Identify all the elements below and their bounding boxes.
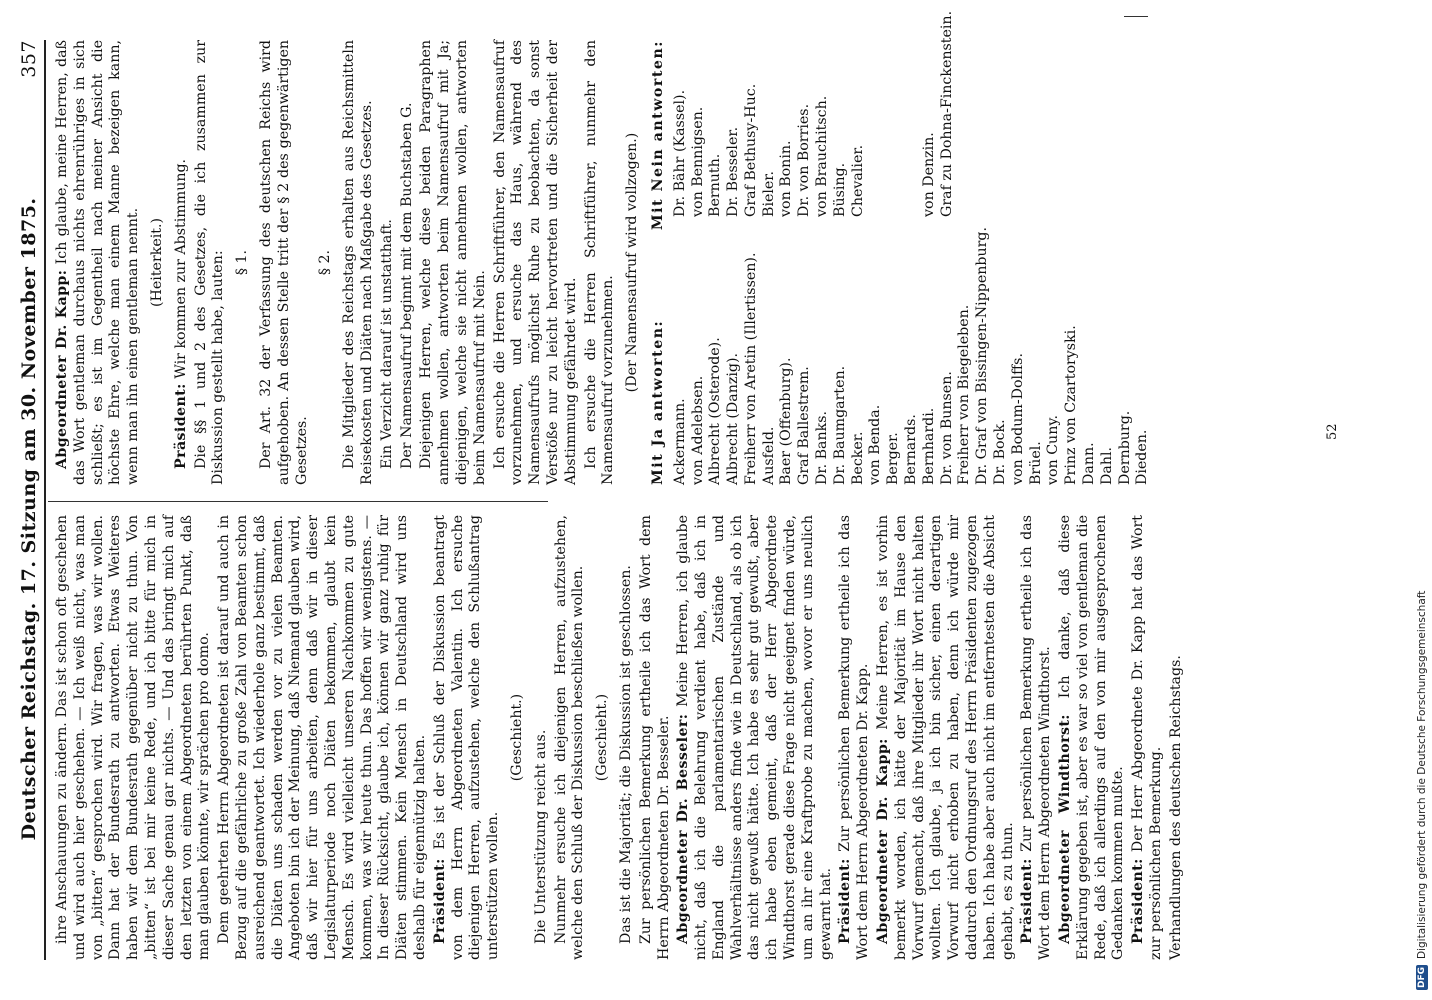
page-header — [0, 40, 40, 960]
paragraph-text: ihre Anschauungen zu ändern. Das ist schon oft geschehen und wird auch hier geschehen. — Ich weiß nicht, was man von „bitten“ gesprochen wird. Wir fragen, was wir wollen. Dann hat der Bundesrath zu antworten. Etwas Weiteres haben wir dem Bundesrath gegenüber nicht zu thun. Von „bitten“ ist bei mir keine Rede, und ich bitte für mich in dieser Sache genau gar nichts. — Und das bringt mich auf den letzten von einem Abgeordneten berührten Punkt, daß man glauben könnte, wir sprächen pro domo. — [54, 515, 213, 960]
paragraph-text: Die Mitglieder des Reichstags erhalten aus Reichsmitteln Reisekosten und Diäten nach Maßgabe des Gesetzes. — [341, 40, 375, 485]
paragraph-text: (Geschieht.) — [508, 693, 525, 782]
paragraph — [837, 515, 873, 960]
paragraph-text: Meine Herren, ich glaube nicht, daß ich die Belehrung verdient habe, daß ich in England die parlamentarischen Zustände und Wahlverhältnisse anders finde wie in Deutschland, als ob ich das nicht gewußt hätte. Ich habe es sehr gut gewußt, aber ich habe eben gemeint, daß der Herr Abgeordnete Windthorst gerade diese Frage nicht geeignet finden würde, um an ihr eine Kraftprobe zu machen, wovor er uns neulich gewarnt hat. — [675, 514, 834, 960]
paragraph — [583, 40, 619, 485]
paragraph — [638, 515, 674, 960]
paragraph-text: Nunmehr ersuche ich diejenigen Herren, aufzustehen, welche den Schluß der Diskussion beschließen wollen. — [552, 515, 587, 960]
member-name: Freiherr von Aretin (Illertissen). — [742, 252, 759, 485]
text-column-right — [54, 10, 1152, 485]
paragraph-text: Ich ersuche die Herren Schriftführer, den Namensaufruf vorzunehmen, und ersuche das Haus, während des Namensaufrufs möglichst Ruhe zu beobachten, da sonst Verstöße nur zu leicht hervortreten und die Sicherheit der Abstimmung gefährdet wird. — [491, 40, 579, 485]
paragraph-text: Verhandlungen des deutschen Reichstags. — [1167, 655, 1184, 960]
no-label: Mit Nein antworten: — [649, 40, 666, 231]
stage-direction — [149, 40, 167, 485]
footer-credit-text: Digitalisierung gefördert durch die Deutsche Forschungsgemeinschaft — [1416, 590, 1428, 959]
speaker-name: Abgeordneter Dr. Kapp: — [875, 738, 892, 944]
speaker-name: Abgeordneter Windthorst: — [1057, 714, 1074, 944]
member-name: Dr. Bock. — [992, 419, 1009, 485]
member-name: Freiherr von Biegeleben. — [956, 304, 973, 485]
member-name: Dr. von Bunsen. — [938, 371, 955, 485]
member-name: Chevalier. — [849, 144, 866, 217]
paragraph-text: Zur persönlichen Bemerkung ertheile ich das Wort dem Herrn Abgeordneten Dr. Kapp. — [837, 515, 872, 960]
paragraph — [1057, 515, 1128, 960]
paragraph-text: (Der Namensaufruf wird vollzogen.) — [624, 132, 641, 393]
paragraph — [379, 40, 397, 485]
member-name: Dr. Graf von Bissingen-Nippenburg. — [974, 226, 991, 485]
speaker-name: Präsident: — [1019, 858, 1036, 944]
dfg-logo: DFG — [1417, 966, 1427, 988]
member-name: von Bodum-Dolffs. — [1009, 353, 1026, 485]
stage-direction — [509, 515, 527, 960]
paragraph — [1168, 515, 1186, 960]
member-name: Büsing. — [831, 162, 848, 217]
paragraph-text: (Heiterkeit.) — [148, 218, 165, 307]
speaker-name: Präsident: — [1130, 858, 1147, 944]
paragraph-text: Ich glaube, meine Herren, daß das Wort gentleman durchaus nichts ehrenrühriges in sich schließt; es ist im Gegentheil nach meiner Ansicht die höchste Ehre, welche man einem Manne bezeigen kann, wenn man ihn einen gentleman nennt. — [54, 39, 142, 485]
paragraph — [533, 515, 551, 960]
member-name: Berger. — [885, 432, 902, 485]
member-name — [903, 11, 921, 217]
member-name: von Brauchitsch. — [814, 95, 831, 217]
member-name: Dr. Baumgarten. — [831, 365, 848, 485]
paragraph-text: Ein Verzicht darauf ist unstatthaft. — [378, 219, 395, 469]
member-name: Albrecht (Danzig). — [725, 353, 742, 485]
member-name: Baer (Offenburg). — [778, 357, 795, 485]
member-name: Dernburg. — [1116, 410, 1133, 485]
member-name: Graf Ballestrem. — [796, 366, 813, 485]
footer-credit — [1412, 60, 1432, 990]
paragraph-text: Das ist die Majorität; die Diskussion ist geschlossen. — [617, 565, 634, 944]
paragraph-text: Der Art. 32 der Verfassung des deutschen Reichs wird aufgehoben. An dessen Stelle tritt der § 2 des gegenwärtigen Gesetzes. — [257, 40, 310, 485]
roll-call-header — [650, 40, 668, 485]
page-number: 52 — [1325, 423, 1340, 440]
member-name: Dieden. — [1134, 429, 1151, 485]
paragraph — [193, 40, 229, 485]
paragraph-text: § 1. — [234, 249, 251, 276]
text-column-left — [54, 515, 1188, 960]
member-name: von Bennigsen. — [689, 106, 706, 217]
member-name — [867, 11, 885, 217]
member-name: von Bonin. — [778, 140, 795, 217]
member-name: Dr. Bähr (Kassel). — [671, 89, 688, 217]
member-name: von Benda. — [867, 404, 884, 485]
member-name: Albrecht (Osterode). — [707, 337, 724, 485]
paragraph-text: Meine Herren, es ist vorhin bemerkt worden, ich hätte der Majorität im Hause den Vorwurf gemacht, daß ihre Mitglieder ihr Wort nicht halten wollten. Ich glaube, ja ich bin sicher, einen derartigen Vorwurf nicht erhoben zu haben, denn ich würde mir dadurch den Ordnungsruf des Herrn Präsidenten zugezogen haben. Ich habe aber auch nicht im entferntesten die Absicht gehabt, es zu thun. — [875, 515, 1016, 960]
paragraph — [216, 515, 430, 960]
paragraph — [553, 515, 589, 960]
member-name: von Adelebsen. — [689, 375, 706, 485]
paragraph-text: Wir kommen zur Abstimmung. — [172, 158, 189, 379]
paragraph-text: § 2. — [317, 249, 334, 276]
member-name: Ackermann. — [671, 398, 688, 485]
paragraph-text: (Geschieht.) — [594, 693, 611, 782]
paragraph — [418, 40, 489, 485]
speaker-name: Präsident: — [431, 858, 448, 944]
header-page-number: 357 — [18, 40, 40, 78]
no-list — [672, 11, 1153, 217]
yes-list — [672, 227, 1153, 485]
yes-label: Mit Ja antworten: — [649, 319, 666, 485]
paragraph — [1019, 515, 1055, 960]
paragraph-text: Die §§ 1 und 2 des Gesetzes, die ich zusammen zur Diskussion gestellt habe, lauten: — [192, 40, 227, 485]
paragraph — [618, 515, 636, 960]
speaker-name: Präsident: — [837, 858, 854, 944]
member-name: Brüel. — [1027, 441, 1044, 485]
header-title: Deutscher Reichstag. 17. Sitzung am 30. November 1875. — [18, 197, 40, 841]
member-name: Graf Bethusy-Huc. — [742, 83, 759, 217]
member-name: Ausfeld. — [760, 426, 777, 485]
roll-call-names — [671, 10, 1153, 485]
stage-direction — [594, 515, 612, 960]
paragraph-text: Der Herr Abgeordnete Dr. Kapp hat das Wort zur persönlichen Bemerkung. — [1130, 514, 1165, 960]
paragraph-text: Ich ersuche die Herren Schriftführer, nunmehr den Namensaufruf vorzunehmen. — [582, 40, 617, 485]
paragraph — [173, 40, 191, 485]
speaker-name: Abgeordneter Dr. Kapp: — [54, 269, 70, 469]
paragraph — [341, 40, 377, 485]
paragraph — [258, 40, 311, 485]
stage-direction — [317, 40, 335, 485]
member-name: Dahl. — [1098, 446, 1115, 485]
member-name: von Cuny. — [1045, 415, 1062, 485]
paragraph-text: Dem geehrten Herrn Abgeordneten ist darauf und auch in Bezug auf die gefährliche zu große Zahl von Beamten schon ausreichend geantwortet. Ich wiederhole ganz bestimmt, daß die Diäten uns schaden werden vor zu vielen Beamten. Angeboten bin ich der Meinung, daß Niemand glauben wird, daß wir hier für uns arbeiten, denn daß wir in dieser Legislaturperiode noch Diäten bekommen, glaubt kein Mensch. Es wird vielleicht unseren Nachkommen zu gute kommen, was wir heute thun. Das hoffen wir wenigstens. — In dieser Rücksicht, glaube ich, können wir ganz ruhig für Diäten stimmen. Kein Mensch in Deutschland wird uns deshalb für eigennützig halten. — [216, 515, 428, 960]
member-name: Bernhardi. — [920, 407, 937, 485]
corner-mark — [1124, 16, 1148, 17]
member-name: Bernards. — [903, 414, 920, 485]
member-name: Dr. Besseler. — [725, 126, 742, 217]
paragraph-text: Die Unterstützung reicht aus. — [532, 729, 549, 944]
paragraph-text: Diejenigen Herren, welche diese beiden Paragraphen annehmen wollen, antworten beim Namensaufruf mit Ja; diejenigen, welche sie nicht annehmen wollen, antworten beim Namensaufruf mit Nein. — [418, 40, 488, 485]
member-name: Bieler. — [760, 170, 777, 217]
header-rule — [44, 40, 46, 960]
member-name: Dr. Banks. — [814, 410, 831, 485]
paragraph — [675, 515, 835, 960]
paragraph — [54, 515, 214, 960]
member-name: Bernuth. — [707, 153, 724, 217]
paragraph — [1130, 515, 1166, 960]
stage-direction — [624, 40, 642, 485]
paragraph — [54, 40, 143, 485]
member-name — [885, 11, 903, 217]
paragraph-text: Zur persönlichen Bemerkung ertheile ich das Wort dem Herrn Abgeordneten Dr. Besseler. — [637, 515, 672, 960]
column-divider — [48, 501, 548, 502]
paragraph — [399, 40, 417, 485]
paragraph-text: Ich danke, daß diese Erklärung gegeben ist, aber es war so viel von gentleman die Rede, daß ich allerdings auf den von mir ausgesprochenen Gedanken kommen mußte. — [1057, 514, 1127, 960]
paragraph — [432, 515, 503, 960]
member-name: Becker. — [849, 431, 866, 485]
paragraph-text: Es ist der Schluß der Diskussion beantragt von dem Herrn Abgeordneten Valentin. Ich ersuche diejenigen Herren, aufzustehen, welche den Schlußantrag unterstützen wollen. — [431, 515, 502, 960]
speaker-name: Präsident: — [172, 383, 189, 469]
stage-direction — [234, 40, 252, 485]
paragraph — [875, 515, 1017, 960]
column-text — [54, 40, 642, 485]
paragraph-text: Zur persönlichen Bemerkung ertheile ich das Wort dem Herrn Abgeordneten Windthorst. — [1019, 515, 1054, 960]
paragraph — [492, 40, 581, 485]
member-name: Dann. — [1081, 442, 1098, 485]
member-name: Dr. von Borries. — [796, 103, 813, 217]
speaker-name: Abgeordneter Dr. Besseler: — [675, 713, 692, 944]
member-name: Prinz von Czartoryski. — [1063, 325, 1080, 485]
paragraph-text: Der Namensaufruf beginnt mit dem Buchstaben G. — [398, 102, 415, 469]
member-name: Graf zu Dohna-Finckenstein. — [938, 10, 955, 217]
member-name: von Denzin. — [920, 132, 937, 217]
